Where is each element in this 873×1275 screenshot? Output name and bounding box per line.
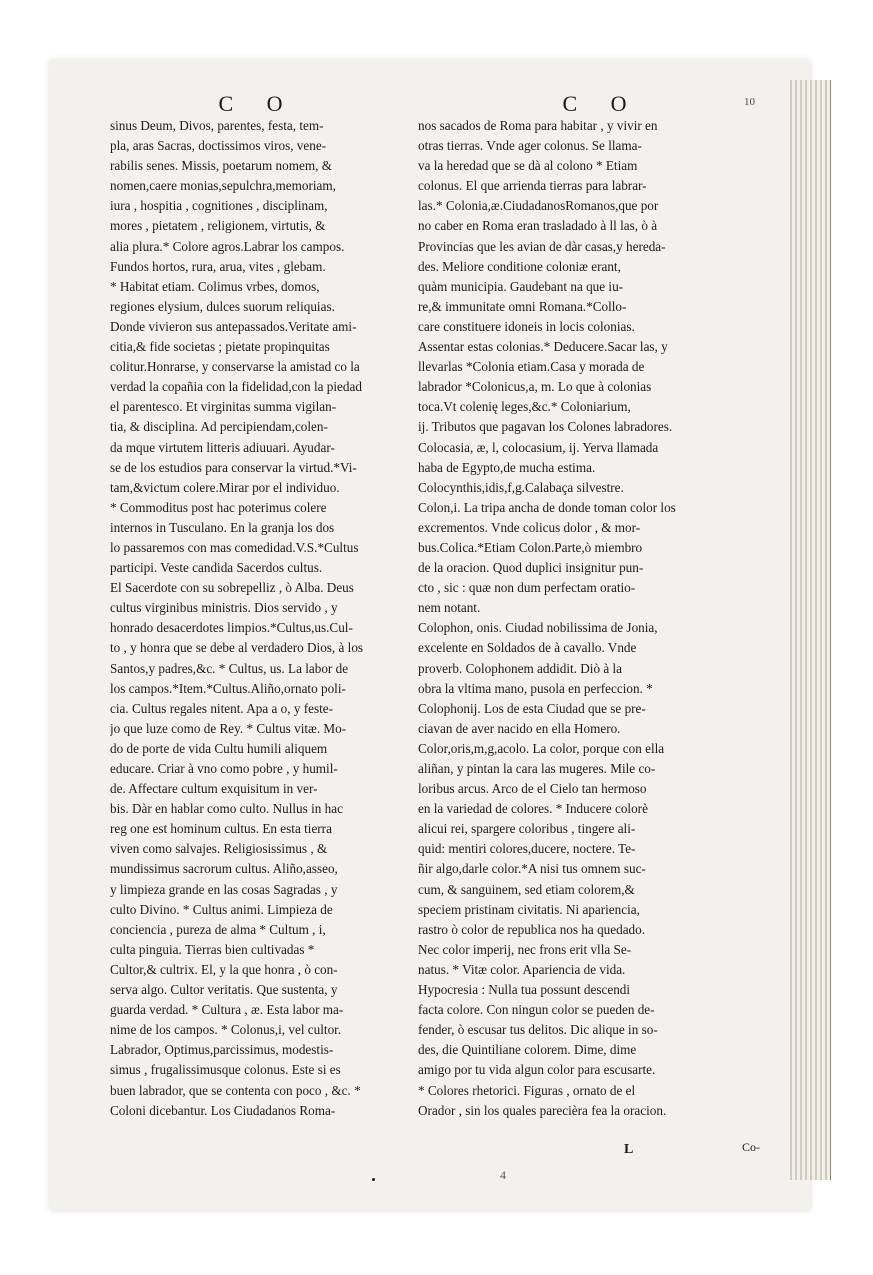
text-line: Labrador, Optimus,parcissimus, modestis- bbox=[110, 1042, 334, 1058]
text-line: Fundos hortos, rura, arua, vites , glebam. bbox=[110, 258, 326, 274]
signature-mark: L bbox=[624, 1142, 634, 1157]
text-line: se de los estudios para conservar la virtud.*Vi- bbox=[110, 459, 357, 475]
text-line: Provincias que les avian de dàr casas,y hereda- bbox=[418, 238, 666, 254]
text-line: Donde vivieron sus antepassados.Veritate ami- bbox=[110, 318, 357, 334]
text-line: bis. Dàr en hablar como culto. Nullus in hac bbox=[110, 801, 343, 817]
text-line: quàm municipia. Gaudebant na que iu- bbox=[418, 278, 624, 294]
text-line: el parentesco. Et virginitas summa vigilan- bbox=[110, 399, 337, 415]
text-line: nomen,caere monias,sepulchra,memoriam, bbox=[110, 178, 336, 194]
text-line: Assentar estas colonias.* Deducere.Sacar las, y bbox=[418, 339, 668, 355]
text-line: verdad la copañia con la fidelidad,con la piedad bbox=[110, 379, 362, 395]
text-line: sinus Deum, Divos, parentes, festa, tem- bbox=[110, 118, 324, 133]
text-line: excelente en Soldados de à cavallo. Vnde bbox=[418, 640, 637, 656]
text-line: culta pinguia. Tierras bien cultivadas * bbox=[110, 941, 315, 957]
text-line: Colophon, onis. Ciudad nobilissima de Jonia, bbox=[418, 620, 658, 636]
text-line: otras tierras. Vnde ager colonus. Se llama- bbox=[418, 138, 642, 154]
text-line: Colon,i. La tripa ancha de donde toman color los bbox=[418, 499, 676, 515]
text-line: llevarlas *Colonia etiam.Casa y morada de bbox=[418, 359, 645, 375]
text-line: cultus virginibus ministris. Dios servido , y bbox=[110, 600, 338, 616]
text-line: tam,&victum colere.Mirar por el individuo. bbox=[110, 479, 340, 495]
text-line: lo passaremos con mas comedidad.V.S.*Cultus bbox=[110, 539, 359, 555]
text-line: facta colore. Con ningun color se pueden de- bbox=[418, 1002, 655, 1018]
text-line: guarda verdad. * Cultura , æ. Esta labor ma- bbox=[110, 1002, 344, 1018]
text-line: las.* Colonia,æ.CiudadanosRomanos,que por bbox=[418, 198, 659, 214]
text-line: ciavan de aver nacido en ella Homero. bbox=[418, 720, 621, 736]
text-line: buen labrador, que se contenta con poco , &c. * bbox=[110, 1082, 361, 1098]
text-line: Orador , sin los quales parecièra fea la oracion. bbox=[418, 1102, 667, 1118]
text-line: alicui rei, spargere coloribus , tingere ali- bbox=[418, 821, 636, 837]
text-line: participi. Veste candida Sacerdos cultus. bbox=[110, 560, 323, 576]
text-line: do de porte de vida Cultu humili aliquem bbox=[110, 740, 328, 756]
text-line: pla, aras Sacras, doctissimos viros, vene- bbox=[110, 138, 327, 154]
right-column bbox=[418, 92, 785, 1121]
text-line: quid: mentiri colores,ducere, noctere. Te- bbox=[418, 841, 636, 857]
right-column-text bbox=[418, 116, 785, 1121]
text-line: obra la vltima mano, pusola en perfeccion. * bbox=[418, 680, 653, 696]
text-line: re,& immunitate omni Romana.*Collo- bbox=[418, 298, 627, 314]
bottom-mark: 4 bbox=[500, 1168, 506, 1182]
text-line: Santos,y padres,&c. * Cultus, us. La labor de bbox=[110, 660, 349, 676]
text-line: mores , pietatem , religionem, virtutis, & bbox=[110, 218, 326, 234]
text-line: nime de los campos. * Colonus,i, vel cultor. bbox=[110, 1022, 342, 1038]
text-line: toca.Vt colenię leges,&c.* Coloniarium, bbox=[418, 399, 631, 415]
text-line: nos sacados de Roma para habitar , y vivir en bbox=[418, 118, 658, 133]
text-line: rastro ò color de republica nos ha quedado. bbox=[418, 921, 646, 937]
text-line: cto , sic : quæ non dum perfectam oratio- bbox=[418, 580, 636, 596]
text-line: tia, & disciplina. Ad percipiendam,colen- bbox=[110, 419, 328, 435]
left-column bbox=[110, 92, 405, 1121]
text-line: des, die Quintiliane colorem. Dime, dime bbox=[418, 1042, 637, 1058]
text-line: no caber en Roma eran trasladado à ll las, ò à bbox=[418, 218, 658, 234]
text-line: simus , frugalissimusque colonus. Este si es bbox=[110, 1062, 341, 1078]
catchword: Co- bbox=[742, 1140, 760, 1154]
page-edge bbox=[790, 80, 831, 1180]
left-running-head: C O bbox=[218, 91, 297, 116]
text-line: culto Divino. * Cultus animi. Limpieza de bbox=[110, 901, 333, 917]
text-line: cum, & sanguinem, sed etiam colorem,& bbox=[418, 881, 635, 897]
text-line: Cultor,& cultrix. El, y la que honra , ò con- bbox=[110, 961, 338, 977]
ink-dot bbox=[372, 1178, 375, 1181]
text-line: mundissimus sacrorum cultus. Aliño,asseo, bbox=[110, 861, 338, 877]
text-line: ñir algo,darle color.*A nisi tus omnem suc- bbox=[418, 861, 646, 877]
text-line: * Habitat etiam. Colimus vrbes, domos, bbox=[110, 278, 320, 294]
text-line: aliñan, y pintan la cara las mugeres. Mile co- bbox=[418, 761, 656, 776]
text-line: Hypocresia : Nulla tua possunt descendi bbox=[418, 982, 631, 998]
text-line: de la oracion. Quod duplici insignitur pun- bbox=[418, 560, 644, 576]
text-line: viven como salvajes. Religiosissimus , & bbox=[110, 841, 328, 857]
text-line: va la heredad que se dà al colono * Etiam bbox=[418, 158, 638, 174]
text-line: rabilis senes. Missis, poetarum nomem, & bbox=[110, 158, 332, 174]
text-line: colitur.Honrarse, y conservarse la amistad co la bbox=[110, 359, 360, 375]
text-line: Colocasia, æ, l, colocasium, ij. Yerva llamada bbox=[418, 439, 659, 455]
text-line: * Colores rhetorici. Figuras , ornato de el bbox=[418, 1082, 636, 1098]
text-line: amigo por tu vida algun color para escusarte. bbox=[418, 1062, 656, 1078]
text-line: haba de Egypto,de mucha estima. bbox=[418, 459, 596, 475]
text-line: * Commoditus post hac poterimus colere bbox=[110, 499, 327, 515]
text-line: natus. * Vitæ color. Apariencia de vida. bbox=[418, 961, 626, 977]
text-line: speciem pristinam civitatis. Ni apariencia, bbox=[418, 901, 640, 917]
text-line: en la variedad de colores. * Inducere colorè bbox=[418, 801, 648, 817]
text-line: nem notant. bbox=[418, 600, 481, 616]
text-line: honrado desacerdotes limpios.*Cultus,us.Cul- bbox=[110, 620, 353, 636]
text-line: serva algo. Cultor veritatis. Que sustenta, y bbox=[110, 982, 338, 998]
text-line: alia plura.* Colore agros.Labrar los campos. bbox=[110, 238, 345, 254]
text-line: bus.Colica.*Etiam Colon.Parte,ò miembro bbox=[418, 539, 643, 555]
text-line: labrador *Colonicus,a, m. Lo que à colonias bbox=[418, 379, 652, 395]
text-line: y limpieza grande en las cosas Sagradas , y bbox=[110, 881, 338, 897]
text-line: fender, ò escusar tus delitos. Dic alique in so- bbox=[418, 1022, 658, 1038]
text-line: de. Affectare cultum exquisitum in ver- bbox=[110, 781, 318, 797]
right-running-head: C O bbox=[562, 91, 641, 116]
text-line: Nec color imperij, nec frons erit vlla Se- bbox=[418, 941, 632, 957]
left-column-text bbox=[110, 116, 405, 1121]
text-line: loribus arcus. Arco de el Cielo tan hermoso bbox=[418, 781, 647, 797]
text-line: proverb. Colophonem addidit. Diò à la bbox=[418, 660, 623, 676]
text-line: des. Meliore conditione coloniæ erant, bbox=[418, 258, 621, 274]
text-line: Coloni dicebantur. Los Ciudadanos Roma- bbox=[110, 1102, 336, 1118]
text-line: Colophonij. Los de esta Ciudad que se pre- bbox=[418, 700, 646, 716]
text-line: ij. Tributos que pagavan los Colones labradores. bbox=[418, 419, 673, 435]
text-line: citia,& fide societas ; pietate propinquitas bbox=[110, 339, 330, 355]
text-line: El Sacerdote con su sobrepelliz , ò Alba. Deus bbox=[110, 580, 354, 596]
text-line: colonus. El que arrienda tierras para labrar- bbox=[418, 178, 647, 194]
text-line: iura , hospitia , cognitiones , disciplinam, bbox=[110, 198, 328, 214]
text-line: Colocynthis,idis,f,g.Calabaça silvestre. bbox=[418, 479, 624, 495]
text-line: reg one est hominum cultus. En esta tierra bbox=[110, 821, 332, 837]
text-line: los campos.*Item.*Cultus.Aliño,ornato poli- bbox=[110, 680, 346, 696]
text-line: da mque virtutem litteris adiuuari. Ayudar- bbox=[110, 439, 335, 455]
text-line: excrementos. Vnde colicus dolor , & mor- bbox=[418, 519, 641, 535]
text-line: regiones elysium, dulces suorum reliquias. bbox=[110, 298, 335, 314]
text-line: to , y honra que se debe al verdadero Dios, à los bbox=[110, 640, 364, 656]
text-line: Color,oris,m,g,acolo. La color, porque con ella bbox=[418, 740, 665, 756]
text-line: conciencia , pureza de alma * Cultum , i, bbox=[110, 921, 326, 937]
folio-number: 10 bbox=[744, 96, 755, 108]
text-line: cia. Cultus regales nitent. Apa a o, y feste- bbox=[110, 700, 334, 716]
text-line: internos in Tusculano. En la granja los dos bbox=[110, 519, 335, 535]
text-line: care constituere idoneis in locis colonias. bbox=[418, 318, 635, 334]
text-line: educare. Criar à vno como pobre , y humil- bbox=[110, 761, 338, 776]
text-line: jo que luze como de Rey. * Cultus vitæ. Mo- bbox=[110, 720, 347, 736]
